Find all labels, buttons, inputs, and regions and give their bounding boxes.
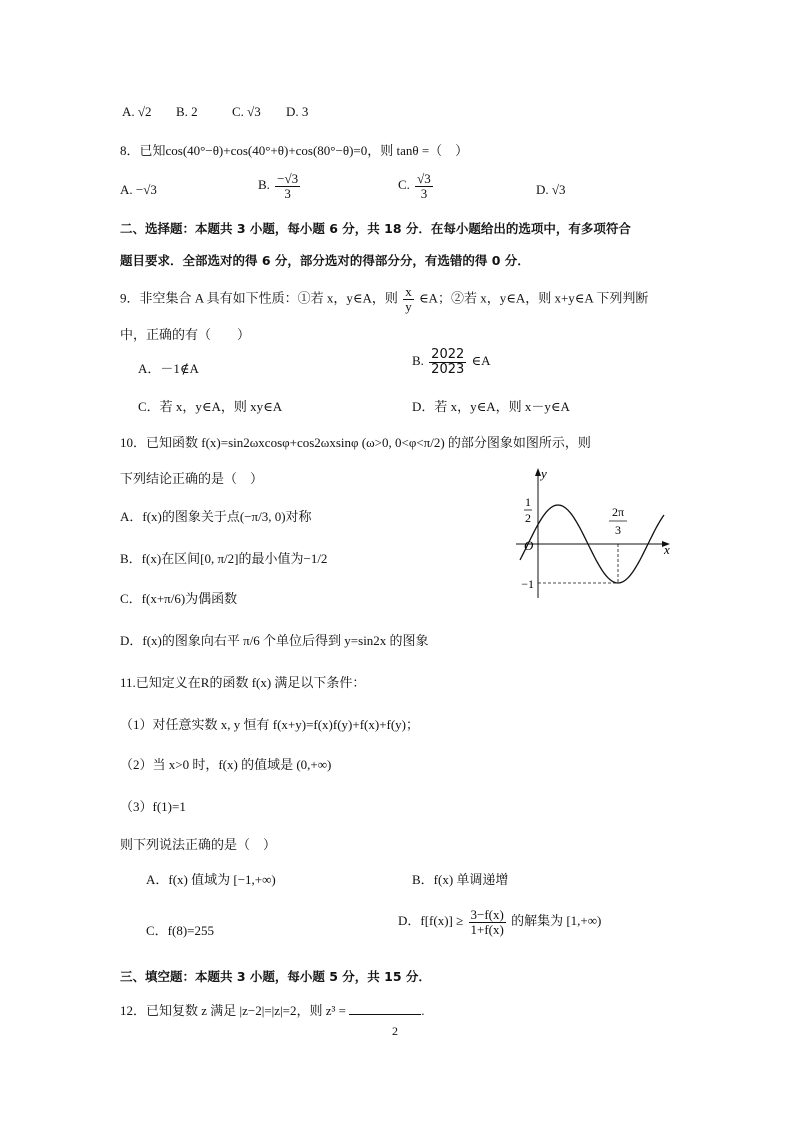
fraction-numerator: −√3 xyxy=(277,171,299,186)
q11-option-d-fraction xyxy=(469,908,506,936)
q11-condition-1: （1）对任意实数 x, y 恒有 f(x+y)=f(x)f(y)+f(x)+f(y)； xyxy=(120,717,420,732)
minus-one-label: −1 xyxy=(521,577,534,591)
fraction-denominator: 3 xyxy=(284,185,291,201)
fraction-numerator: x xyxy=(405,284,412,299)
x-mark-numerator: 2π xyxy=(611,505,625,519)
q8-option-a: A. −√3 xyxy=(120,182,157,197)
q10-option-d: D．f(x)的图象向右平 π/6 个单位后得到 y=sin2x 的图象 xyxy=(120,633,429,648)
q11-option-d-label: D．f[f(x)] ≥ xyxy=(398,913,464,929)
q8-option-c xyxy=(398,172,435,200)
q8-option-c-label: C. xyxy=(398,177,410,193)
q8-option-c-fraction xyxy=(415,172,433,200)
q9-stem-part1: 9．非空集合 A 具有如下性质：①若 x，y∈A，则 xyxy=(120,290,398,306)
fraction-numerator: 2022 xyxy=(431,347,465,362)
q8-option-b-label: B. xyxy=(258,177,270,193)
q11-stem: 11.已知定义在R的函数 f(x) 满足以下条件： xyxy=(120,675,366,690)
q11-question: 则下列说法正确的是（ ） xyxy=(120,837,277,852)
fraction-denominator: y xyxy=(405,298,412,314)
q11-option-d-tail: 的解集为 [1,+∞) xyxy=(511,913,602,929)
q9-option-a: A．－1∉A xyxy=(138,361,199,376)
q12-stem xyxy=(120,1000,424,1019)
q11-option-b: B．f(x) 单调递增 xyxy=(412,872,509,887)
q10-sine-graph xyxy=(508,462,678,602)
y-axis-label: y xyxy=(541,466,547,481)
q12-answer-blank[interactable] xyxy=(349,1002,421,1015)
q9-fraction xyxy=(403,285,414,313)
section2-heading-line1: 二、选择题：本题共 3 小题，每小题 6 分，共 18 分．在每小题给出的选项中，有多项符合 xyxy=(120,221,631,236)
q12-stem-end: . xyxy=(421,1003,425,1018)
q7-option-b: B. 2 xyxy=(176,104,198,119)
q9-stem-line1 xyxy=(120,285,648,313)
q10-option-b: B．f(x)在区间[0, π/2]的最小值为−1/2 xyxy=(120,551,328,566)
fraction-denominator: 2023 xyxy=(431,361,465,377)
fraction-denominator: 1+f(x) xyxy=(470,921,504,937)
q7-option-c: C. √3 xyxy=(232,104,261,119)
q9-stem-line2: 中，正确的有（ ） xyxy=(120,327,251,342)
q8-option-d: D. √3 xyxy=(536,182,566,197)
q8-option-b-fraction xyxy=(275,172,300,200)
fraction-numerator: 3−f(x) xyxy=(470,907,504,922)
x-mark-denominator: 3 xyxy=(615,523,621,537)
y-half-denominator: 2 xyxy=(525,511,531,525)
q7-option-a: A. √2 xyxy=(122,104,152,119)
q12-stem-text: 12．已知复数 z 满足 |z−2|=|z|=2，则 z³ = xyxy=(120,1003,346,1018)
q9-option-d: D．若 x，y∈A，则 x－y∈A xyxy=(412,399,570,414)
q9-option-c: C．若 x，y∈A，则 xy∈A xyxy=(138,399,283,414)
q10-option-c: C．f(x+π/6)为偶函数 xyxy=(120,591,238,606)
q10-stem-line2: 下列结论正确的是（ ） xyxy=(120,471,264,486)
q11-option-a: A．f(x) 值域为 [−1,+∞) xyxy=(146,872,276,887)
section2-heading-line2: 题目要求．全部选对的得 6 分，部分选对的得部分分，有选错的得 0 分． xyxy=(120,253,530,268)
x-axis-label: x xyxy=(664,542,670,557)
q11-option-d xyxy=(398,908,601,936)
q9-option-b-tail: ∈A xyxy=(471,353,491,369)
q10-option-a: A．f(x)的图象关于点(−π/3, 0)对称 xyxy=(120,509,312,524)
section3-heading: 三、填空题：本题共 3 小题，每小题 5 分，共 15 分． xyxy=(120,969,431,984)
q8-stem: 8．已知cos(40°−θ)+cos(40°+θ)+cos(80°−θ)=0，则 tanθ =（ ） xyxy=(120,143,469,158)
q7-option-d: D. 3 xyxy=(286,104,309,119)
q8-option-b xyxy=(258,172,302,200)
origin-label: O xyxy=(524,538,534,553)
q9-option-b xyxy=(412,348,491,376)
q9-option-b-fraction xyxy=(429,348,466,376)
q9-stem-part2: ∈A；②若 x，y∈A，则 x+y∈A 下列判断 xyxy=(418,290,649,306)
q10-stem-line1: 10．已知函数 f(x)=sin2ωxcosφ+cos2ωxsinφ (ω>0, 0<φ<π/2) 的部分图象如图所示，则 xyxy=(120,435,591,450)
fraction-numerator: √3 xyxy=(417,171,431,186)
fraction-denominator: 3 xyxy=(420,185,428,201)
q11-condition-2: （2）当 x>0 时，f(x) 的值域是 (0,+∞) xyxy=(120,757,332,772)
q11-option-c: C．f(8)=255 xyxy=(146,923,214,938)
page-number: 2 xyxy=(392,1024,398,1038)
q11-condition-3: （3）f(1)=1 xyxy=(120,799,186,814)
y-half-numerator: 1 xyxy=(525,495,531,509)
q9-option-b-label: B. xyxy=(412,353,424,369)
